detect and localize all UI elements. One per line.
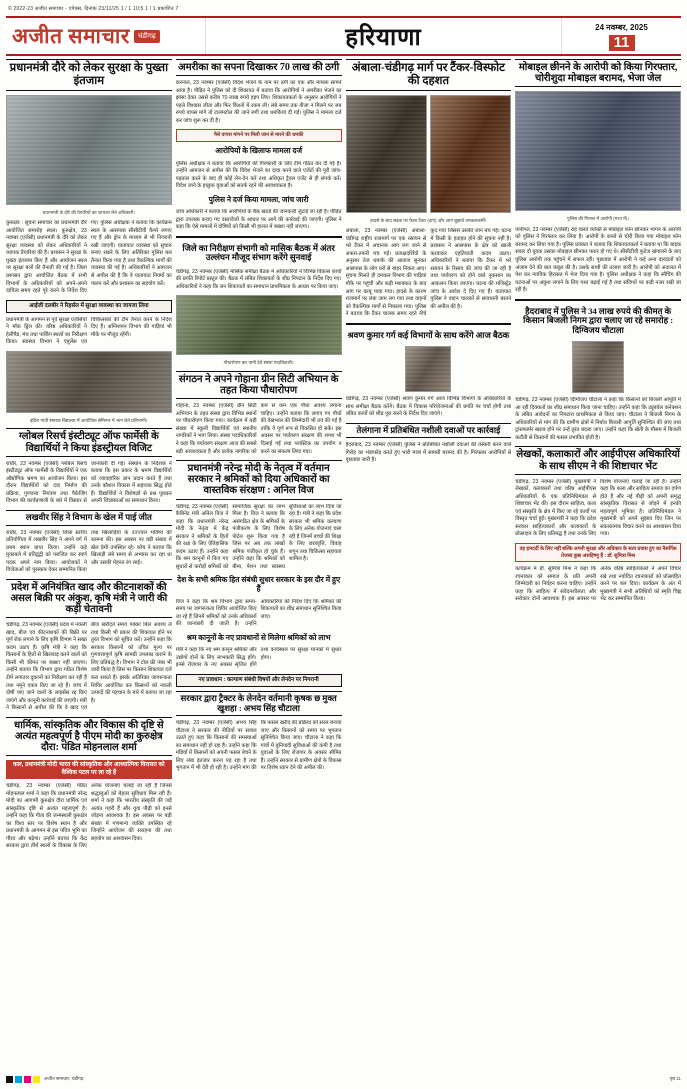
print-microbar: © 2022-23 अजीत समाचार - एपेक्स, दिनांक 23/11/25 1 / 1 10:5 1 / 1 प्रकाशित 7 xyxy=(8,6,179,12)
box-threat-note: पैसे वापस मांगने पर मिली जान से मारने की धमकी xyxy=(176,129,342,142)
body-mobile-snatcher: पानीपत, 23 नवम्बर (एजेंसी) राह चलते व्यक्ति से मोबाइल फोन छीनकर भागने के आरोपी को पुलिस ने गिरफ्तार कर लिया है। आरोपी के कब्जे से चोरी किया गया मोबाइल फोन बरामद कर लिया गया है। पुलिस प्रवक्ता ने बताया कि शिकायतकर्ता ने बताया था कि बाइक सवार दो युवक उसका मोबाइल छीनकर फरार हो गए थे। सीसीटीवी फुटेज खंगालने के बाद पुलिस आरोपी तक पहुंचने में सफल रही। पूछताछ में आरोपी ने कई अन्य वारदातों को अंजाम देने की बात कबूल की है। उसके साथी की तलाश जारी है। आरोपी को अदालत में पेश कर न्यायिक हिरासत में भेज दिया गया है। पुलिस अधीक्षक ने कहा कि स्नैचिंग की घटनाओं पर अंकुश लगाने के लिए गश्त बढ़ाई गई है तथा संदिग्धों पर कड़ी नजर रखी जा रही है। xyxy=(515,226,681,294)
body-monthly-meeting: चंडीगढ़, 23 नवम्बर (एजेंसी) मासिक समीक्षा बैठक में अधिकारियों ने विभिन्न विकास कार्यों की प्रगति रिपोर्ट प्रस्तुत की। बैठक में लंबित शिकायतों के शीघ्र निपटान के निर्देश दिए गए। अधिकारियों ने कहा कि जन शिकायतों का समाधान प्राथमिकता के आधार पर किया जाए। xyxy=(175,268,342,290)
column-4 xyxy=(515,59,681,1069)
body-anil-vij-3: मंत्री ने कहा कि नए श्रम कानून श्रमिकों और उद्योगों दोनों के लिए लाभकारी सिद्ध होंगे। इनसे रोजगार के नए अवसर सृजित होंगे तथा कार्यस्थल पर सुरक्षा मानकों में सुधार होगा। xyxy=(175,647,342,669)
body-america-fraud: करनाल, 23 नवम्बर (एजेंसी) विदेश भेजने के नाम पर ठगी का एक और मामला सामने आया है। पीड़ित ने पुलिस को दी शिकायत में बताया कि आरोपियों ने अमरीका भेजने का झांसा देकर उससे करीब 70 लाख रुपये हड़प लिए। शिकायतकर्ता के अनुसार आरोपियों ने पहले विश्वास जीता और फिर किश्तों में रकम ली। लंबे समय तक वीजा न मिलने पर जब रुपये वापस मांगे तो टालमटोल की जाने लगी तथा धमकियां दी गईं। पुलिस ने मामला दर्ज कर जांच शुरू कर दी है। xyxy=(175,80,342,124)
body-abhay-chautala: चंडीगढ़, 23 नवम्बर (एजेंसी) अभय सिंह चौटाला ने सरकार की नीतियों पर सवाल उठाते हुए कहा कि किसानों की समस्याओं का समाधान नहीं हो रहा है। उन्होंने कहा कि मंडियों में किसानों को अपनी फसल बेचने के लिए लंबा इंतजार करना पड़ रहा है तथा भुगतान में भी देरी हो रही है। उन्होंने मांग की कि फसल खरीद की प्रक्रिया को सरल बनाया जाए और किसानों को समय पर भुगतान सुनिश्चित किया जाए। चौटाला ने कहा कि गांवों में बुनियादी सुविधाओं की कमी है तथा युवाओं के लिए रोजगार के अवसर सीमित हैं। उन्होंने सरकार से ग्रामीण क्षेत्रों के विकास पर विशेष ध्यान देने की अपील की। xyxy=(175,720,342,772)
pullquote-welfare-monitor: नए प्रावधान : कल्याण संबंधी विषयों और लेनदेन पर निगरानी xyxy=(176,674,342,687)
body-pharmacy-visit: राधौर, 23 नवम्बर (एजेंसी) ग्लोबल रिसर्च इंस्टीट्यूट ऑफ फार्मेसी के विद्यार्थियों ने एक औद्योगिक भ्रमण का आयोजन किया। इस दौरान विद्यार्थियों को दवा निर्माण की प्रक्रिया, गुणवत्ता नियंत्रण तथा पैकेजिंग विभाग की कार्यप्रणाली के बारे में विस्तार से जानकारी दी गई। संस्थान के निदेशक ने बताया कि इस प्रकार के भ्रमण विद्यार्थियों को व्यावहारिक ज्ञान प्रदान करते हैं तथा उनके कौशल विकास में सहायक सिद्ध होते हैं। विद्यार्थियों ने विशेषज्ञों से प्रश्न पूछकर अपनी जिज्ञासाओं का समाधान किया। xyxy=(6,460,172,505)
headline-kurukshetra-tour: धार्मिक, सांस्कृतिक और विकास की दृष्टि से अत्यंत महत्वपूर्ण है पीएम मोदी का कुरुक्षेत्र दौरा: पंडित मोहनलाल शर्मा xyxy=(6,717,172,757)
box-sumitra-mishra-quote: वह हमदर्दी के लिए नहीं बल्कि अपनी सुरक्षा और अधिकार के सत्य प्रयास हुए का नैसर्गिक तेजस्व कुछ असहिष्णु हैं : डॉ. सुमित्रा मिश्र xyxy=(515,543,681,562)
subhead-labour-reforms: देश के सभी श्रमिक हित संबंधी सुधार सरकार के इस दौर में हुए हैं xyxy=(177,575,341,594)
headline-lakhvir-win: लखवीर सिंह ने विभाग के खेल में पाई जीत xyxy=(6,510,172,526)
pullquote-ig-rehearsal: आईजी दलबीर ने रिहर्सल में सुरक्षा व्यवस्था का जायजा लिया xyxy=(6,300,172,313)
caption-tanker-blast: हादसे के बाद सड़क पर फैला टैंकर (दाएं) और आग बुझाते दमकलकर्मी। xyxy=(370,217,487,223)
photo-shravan-garg xyxy=(405,346,451,392)
body-fertilizer-control: चंडीगढ़, 23 नवम्बर (एजेंसी) प्रदेश में नकली खाद, बीज एवं कीटनाशकों की बिक्री पर पूर्ण रोक लगाने के लिए कृषि विभाग ने सख्त कदम उठाए हैं। कृषि मंत्री ने कहा कि किसानों के हितों से खिलवाड़ करने वालों को किसी भी कीमत पर बख्शा नहीं जाएगा। उन्होंने बताया कि विभाग द्वारा गठित विशेष टीमें लगातार दुकानों का निरीक्षण कर रही हैं तथा नमूने एकत्र किए जा रहे हैं। जांच में दोषी पाए जाने वालों के लाइसेंस रद्द किए जाएंगे और कानूनी कार्रवाई की जाएगी। मंत्री ने किसानों से अपील की कि वे खाद एवं बीज खरीदते समय पक्का बिल अवश्य लें तथा किसी भी प्रकार की शिकायत होने पर तुरंत विभाग को सूचित करें। उन्होंने कहा कि सरकार किसानों को उचित मूल्य पर गुणवत्तापूर्ण कृषि सामग्री उपलब्ध कराने के लिए प्रतिबद्ध है। विभाग ने टोल फ्री नंबर भी जारी किया है जिस पर किसान शिकायत दर्ज करा सकते हैं। इसके अतिरिक्त जागरूकता शिविर आयोजित कर किसानों को नकली उत्पादों की पहचान के बारे में बताया जा रहा है। xyxy=(6,622,172,712)
photo-pm-visit-review xyxy=(6,95,172,205)
headline-monthly-meeting: जिले का निरीक्षण संभागी को मासिक बैठक में अंतर उल्लंघन मौजूद संभाग करेंगे सुनवाई xyxy=(182,242,335,263)
body-green-city: गोहाना, 23 नवम्बर (एजेंसी) ग्रीन सिटी अभियान के तहत संस्था द्वारा विभिन्न स्थानों पर पौधारोपण किया गया। कार्यक्रम में बड़ी संख्या में स्कूली विद्यार्थियों एवं स्थानीय नागरिकों ने भाग लिया। संस्था पदाधिकारियों ने कहा कि पर्यावरण संरक्षण आज की सबसे बड़ी आवश्यकता है और प्रत्येक नागरिक को कम से कम एक पौधा अवश्य लगाना चाहिए। उन्होंने बताया कि लगाए गए पौधों की देखभाल की जिम्मेदारी भी तय की गई है ताकि वे पूर्ण रूप से विकसित हो सकें। इस अवसर पर पर्यावरण संरक्षण की शपथ भी दिलाई गई तथा प्लास्टिक का उपयोग न करने का संकल्प लिया गया। xyxy=(175,403,342,455)
headline-telangana-drugs: तेलंगाना में प्रतिबंधित नशीली दवाओं पर कार्रवाई xyxy=(346,423,512,439)
subhead-new-provisions: श्रम कानूनों के नए प्रावधानों से मिलेगा श्रमिकों को लाभ xyxy=(186,632,331,642)
body-lakhvir-win: राधौर, 23 नवम्बर (एजेंसी) जिला स्तरीय प्रतियोगिता में लखवीर सिंह ने अपने वर्ग में प्रथम स्थान प्राप्त किया। उन्होंने कड़े मुकाबले में प्रतिद्वंद्वी को पराजित कर स्वर्ण पदक अपने नाम किया। आयोजकों ने विजेताओं को पुरस्कार देकर सम्मानित किया तथा खिलाड़ियों के उज्ज्वल भविष्य की कामना की। इस अवसर पर बड़ी संख्या में खेल प्रेमी उपस्थित रहे। कोच ने बताया कि खिलाड़ी लंबे समय से अभ्यास कर रहा था और उसकी मेहनत रंग लाई। xyxy=(6,529,172,574)
body-digvijay-chautala: चंडीगढ़, 23 नवम्बर (एजेंसी) दिग्विजय चौटाला ने कहा कि किसानों को बिजली आपूर्ति में आ रही दिक्कतों का शीघ्र समाधान किया जाना चाहिए। उन्होंने कहा कि ट्यूबवेल कनेक्शन के लंबित आवेदनों का निपटारा प्राथमिकता से किया जाए। चौटाला ने बिजली निगम के अधिकारियों से मांग की कि ग्रामीण क्षेत्रों में निर्बाध बिजली आपूर्ति सुनिश्चित की जाए तथा ट्रांसफार्मर खराब होने पर उन्हें तुरंत बदला जाए। उन्होंने कहा कि खेती के मौसम में बिजली कटौती से किसानों की फसल प्रभावित होती है। xyxy=(515,397,681,441)
body-kurukshetra-tour: चंडीगढ़, 23 नवम्बर (एजेंसी) पंडित मोहनलाल शर्मा ने कहा कि प्रधानमंत्री नरेन्द्र मोदी का आगामी कुरुक्षेत्र दौरा धार्मिक एवं सांस्कृतिक दृष्टि से अत्यंत महत्वपूर्ण है। उन्होंने कहा कि गीता की जन्मस्थली कुरुक्षेत्र का विश्व स्तर पर विशेष स्थान है और प्रधानमंत्री के आगमन से इस पवित्र भूमि का गौरव और बढ़ेगा। उन्होंने बताया कि केंद्र सरकार द्वारा तीर्थ स्थलों के विकास के लिए अनेक योजनाएं चलाई जा रही हैं जिनसे श्रद्धालुओं को बेहतर सुविधाएं मिल रही हैं। शर्मा ने कहा कि भारतीय संस्कृति की जड़ें अत्यंत गहरी हैं और युवा पीढ़ी को इनसे जोड़ना आवश्यक है। इस अवसर पर बड़ी संख्या में गणमान्य व्यक्ति उपस्थित रहे जिन्होंने आयोजन की सराहना की तथा सहयोग का आश्वासन दिया। xyxy=(6,783,172,850)
body-tanker-blast: अंबाला, 23 नवम्बर (एजेंसी) अंबाला-चंडीगढ़ राष्ट्रीय राजमार्ग पर एक रसायन से भरे टैंकर में अचानक आग लग जाने से अफरा-तफरी मच गई। प्रत्यक्षदर्शियों के अनुसार तेज धमाके की आवाज सुनकर आसपास के लोग घरों से बाहर निकल आए। सूचना मिलते ही दमकल विभाग की गाड़ियां मौके पर पहुंचीं और कड़ी मशक्कत के बाद आग पर काबू पाया गया। हादसे के कारण राजमार्ग पर लंबा जाम लग गया तथा वाहनों को वैकल्पिक मार्गों से निकाला गया। पुलिस ने बताया कि टैंकर चालक समय रहते नीचे कूद गया जिससे उसकी जान बच गई। घटना में किसी के हताहत होने की सूचना नहीं है। प्रशासन ने आसपास के क्षेत्र को खाली करवाकर एहतियाती कदम उठाए। अधिकारियों ने बताया कि टैंकर में भरे रसायन के रिसाव की जांच की जा रही है तथा पर्यावरण को होने वाले नुकसान का आकलन किया जाएगा। घटना की मजिस्ट्रेट जांच के आदेश दे दिए गए हैं। यातायात पुलिस ने वाहन चालकों से सावधानी बरतने की अपील की है। xyxy=(345,228,512,318)
photo-strip-tanker xyxy=(346,95,512,213)
photo-seminar-hall xyxy=(6,351,172,413)
photo-police-accused xyxy=(515,91,681,211)
caption-seminar-hall: इंदिरा गांधी स्मारक विद्यालय में आयोजित सेमिनार में भाग लेते प्रतिभागी। xyxy=(30,417,148,423)
headline-abhay-chautala: सरकार द्वारा ट्रैक्टर के लेनदेन वर्तमानी कृषक छ मुक्त खुशहा : अभय सिंह चौटाला xyxy=(176,691,342,716)
publication-date: 24 नवम्बर, 2025 xyxy=(595,22,648,32)
headline-tanker-blast: अंबाला-चंडीगढ़ मार्ग पर टैंकर-विस्फोट की दहशत xyxy=(346,59,512,91)
headline-mobile-snatcher: मोबाइल छीनने के आरोपी को किया गिरफ्तार, चोरीशुदा मोबाइल बरामद, भेजा जेल xyxy=(515,59,681,87)
cmyk-registration-marks xyxy=(6,1076,40,1083)
edition-badge: चंडीगढ़ xyxy=(134,30,160,43)
photo-fire-fighting xyxy=(430,95,511,213)
page-number: 11 xyxy=(609,35,635,51)
photo-digvijay-chautala xyxy=(572,341,624,393)
page-footer xyxy=(6,1073,681,1085)
footer-left-text: अजीत समाचार, चंडीगढ़ xyxy=(44,1076,84,1081)
photo-plantation-drive xyxy=(176,295,342,355)
caption-pm-visit-review: प्रधानमंत्री के दौरे की तैयारियों का जायजा लेते अधिकारी। xyxy=(42,209,136,215)
body-telangana-drugs: हैदराबाद, 23 नवम्बर (एजेंसी) पुलिस ने प्रतिबंधित नशीली दवाओं की तस्करी करने वाले गिरोह का भंडाफोड़ करते हुए भारी मात्रा में सामग्री बरामद की है। गिरफ्तार आरोपियों से पूछताछ जारी है। xyxy=(345,442,512,464)
subhead-investigation: पुलिस ने दर्ज किया मामला, जांच जारी xyxy=(208,194,309,204)
masthead-right xyxy=(561,18,681,54)
masthead-left xyxy=(6,18,206,54)
caption-police-accused: पुलिस की गिरफ्त में आरोपी (मध्य में)। xyxy=(567,216,630,222)
article-grid xyxy=(6,59,681,1069)
subhead-case-registered: आरोपियों के खिलाफ मामला दर्ज xyxy=(215,145,303,155)
column-2 xyxy=(176,59,342,1069)
photo-tanker-wreck xyxy=(346,95,427,213)
body-cm-courtesy-meet: चंडीगढ़, 23 नवम्बर (एजेंसी) मुख्यमंत्री ने लेखकों, कलाकारों तथा वरिष्ठ आईपीएस अधिकारियों के एक प्रतिनिधिमंडल से शिष्टाचार भेंट की। इस दौरान साहित्य, कला एवं संस्कृति के क्षेत्र में किए जा रहे कार्यों पर विस्तृत चर्चा हुई। मुख्यमंत्री ने कहा कि प्रदेश सरकार साहित्यकारों और कलाकारों के प्रोत्साहन के लिए प्रतिबद्ध है तथा उनके लिए विशेष योजनाएं चलाई जा रही हैं। उन्होंने कहा कि कला और साहित्य समाज का दर्पण होते हैं और नई पीढ़ी को अपनी समृद्ध सांस्कृतिक विरासत से जोड़ने में इनकी महत्वपूर्ण भूमिका है। प्रतिनिधिमंडल ने मुख्यमंत्री को अपने सुझाव दिए जिन पर सकारात्मक विचार करने का आश्वासन दिया गया। xyxy=(515,478,681,538)
body-america-fraud-2: पुलिस अधीक्षक ने बताया कि आरोपियों की गिरफ्तारी के लिए टीमें गठित कर दी गई हैं। उन्होंने आमजन से अपील की कि विदेश भेजने का दावा करने वाले एजेंटों की पूरी जांच-पड़ताल करने के बाद ही कोई लेन-देन करें तथा अधिकृत ट्रैवल एजेंट से ही संपर्क करें। विदेश जाने के इच्छुक युवाओं को सतर्क रहने की आवश्यकता है। xyxy=(175,160,342,190)
headline-shravan-garg-meeting: श्रवण कुमार गर्ग कई विभागों के साथ करेंगे आज बैठक xyxy=(347,329,510,340)
column-3 xyxy=(346,59,512,1069)
body-pm-security-2: प्रधानमंत्री के आगमन से पूर्व सुरक्षा एजेंसियों ने मॉक ड्रिल की। वरिष्ठ अधिकारियों ने हेलीपैड, मंच तथा पार्किंग स्थलों का निरीक्षण किया। स्वास्थ्य विभाग ने एंबुलेंस एवं चिकित्सकों की टीम तैनात करने के निर्देश दिए हैं। अग्निशमन विभाग की गाड़ियां भी मौके पर मौजूद रहेंगी। xyxy=(6,316,172,346)
body-shravan-garg-meeting: चंडीगढ़, 23 नवम्बर (एजेंसी) श्रवण कुमार गर्ग आज विभिन्न विभागों के अधिकारियों के साथ समीक्षा बैठक करेंगे। बैठक में विकास परियोजनाओं की प्रगति पर चर्चा होगी तथा लंबित कार्यों को शीघ्र पूरा करने के निर्देश दिए जाएंगे। xyxy=(345,396,512,418)
headline-cm-courtesy-meet: लेखकों, कलाकारों और आईपीएस अधिकारियों के साथ सीएम ने की शिष्टाचार भेंट xyxy=(515,446,681,474)
newspaper-title: अजीत समाचार xyxy=(12,24,130,48)
body-anil-vij-2: विज ने कहा कि श्रम विभाग द्वारा समय-समय पर जागरूकता शिविर आयोजित किए जा रहे हैं जिनमें श्रमिकों को उनके अधिकारों की जानकारी दी जाती है। उन्होंने अधिकारियों को निर्देश दिए कि श्रमिकों की शिकायतों का शीघ्र समाधान सुनिश्चित किया जाए। xyxy=(175,598,342,628)
headline-pm-security: प्रधानमंत्री दौरे को लेकर सुरक्षा के पुख्ता इंतजाम xyxy=(6,59,172,91)
footer-right-text: पृष्ठ 11 xyxy=(669,1076,681,1081)
redbar-modi-heritage: कल, प्रधानमंत्री मोदी भारत की सांस्कृतिक और आध्यात्मिक विरासत को वैश्विक पटल पर ला रहे हैं xyxy=(6,760,172,779)
body-anil-vij-labour: चंडीगढ़, 23 नवम्बर (एजेंसी) कैबिनेट मंत्री अनिल विज ने कहा कि प्रधानमंत्री नरेन्द्र मोदी के नेतृत्व में केंद्र सरकार ने श्रमिकों के हितों की रक्षा के लिए ऐतिहासिक कदम उठाए हैं। उन्होंने कहा कि श्रम कानूनों में किए गए सुधारों से करोड़ों श्रमिकों को सामाजिक सुरक्षा का लाभ मिला है। विज ने बताया कि असंगठित क्षेत्र के श्रमिकों के पंजीकरण के लिए विशेष पोर्टल शुरू किया गया है जिस पर अब तक लाखों श्रमिक पंजीकृत हो चुके हैं। उन्होंने कहा कि श्रमिकों को बीमा, पेंशन तथा स्वास्थ्य सुविधाओं का लाभ दिया जा रहा है। मंत्री ने कहा कि प्रदेश सरकार भी श्रमिक कल्याण के लिए अनेक योजनाएं चला रही है जिनमें बच्चों की शिक्षा के लिए छात्रवृत्ति, विवाह शगुन तथा चिकित्सा सहायता शामिल है। xyxy=(175,503,342,570)
headline-anil-vij-labour: प्रधानमंत्री नरेन्द्र मोदी के नेतृत्व में वर्तमान सरकार ने श्रमिकों को दिया अधिकारों का वास्तविक संरक्षण : अनिल विज xyxy=(176,460,342,500)
body-america-fraud-3: जांच अधिकारी ने बताया कि आरोपियों के बैंक खातों की जानकारी जुटाई जा रही है। पीड़ित द्वारा उपलब्ध कराए गए दस्तावेजों के आधार पर आगे की कार्रवाई की जाएगी। पुलिस ने कहा कि ऐसे मामलों में दोषियों को किसी भी हालत में बख्शा नहीं जाएगा। xyxy=(175,209,342,231)
body-pm-security: कुरुक्षेत्र : सूचना समाचार का प्रधानमंत्री दौरे आयोजित समारोह स्थल। कुरुक्षेत्र, 23 नवम्बर (एजेंसी) प्रधानमंत्री के दौरे को लेकर सुरक्षा व्यवस्था को लेकर अधिकारियों ने व्यापक तैयारियां की हैं। प्रशासन ने सुरक्षा के पुख्ता इंतजाम किए हैं और आयोजन स्थल पर सुरक्षा बलों की तैनाती की गई है। जिला प्रशासन द्वारा आयोजित बैठक में सभी विभागों के अधिकारियों को अपने-अपने दायित्व समय रहते पूरे करने के निर्देश दिए गए। पुलिस अधीक्षक ने बताया कि कार्यक्रम स्थल के आसपास सीसीटीवी कैमरे लगाए गए हैं और ड्रोन के माध्यम से भी निगरानी रखी जाएगी। यातायात व्यवस्था को सुचारु बनाए रखने के लिए अतिरिक्त पुलिस बल तैनात किया गया है तथा वैकल्पिक मार्गों की व्यवस्था की गई है। अधिकारियों ने आमजन से अपील की है कि वे यातायात नियमों का पालन करें और प्रशासन का सहयोग करें। xyxy=(6,220,172,295)
section-title: हरियाणा xyxy=(345,24,422,51)
headline-digvijay-chautala: हैदराबाद में पुलिस ने 34 लाख रुपये की कीमत के किसान बिजली निगम द्वारा चलाए जा रहे समारोह : दिग्विजय चौटाला xyxy=(523,305,674,335)
headline-fertilizer-control: प्रदेश में अनियंत्रित खाद और कीटनाशकों की असल बिक्री पर अंकुश, कृषि मंत्री ने जारी की कड़ी चेतावनी xyxy=(6,579,172,619)
body-cm-courtesy-meet-2: कार्यक्रम में डॉ. सुमित्रा मिश्र ने कहा कि रचनाकार को समाज के प्रति अपनी जिम्मेदारी का निर्वहन करना चाहिए। उन्होंने कहा कि साहित्य में संवेदनशीलता और सरोकार दोनों आवश्यक हैं। इस अवसर पर अनेक वरिष्ठ साहित्यकारों ने अपने विचार रखे तथा नवोदित रचनाकारों को प्रोत्साहित करने पर बल दिया। कार्यक्रम के अंत में मुख्यमंत्री ने सभी अतिथियों को स्मृति चिह्न भेंट कर सम्मानित किया। xyxy=(515,566,681,603)
headline-green-city: संगठन ने अपने गोहाना ग्रीन सिटी अभियान के तहत किया पौधारोपण xyxy=(176,371,342,399)
caption-plantation-drive: पौधारोपण कर पानी देते संस्था पदाधिकारी। xyxy=(223,360,294,366)
masthead xyxy=(6,16,681,56)
headline-america-fraud: अमरीका का सपना दिखाकर 70 लाख की ठगी xyxy=(176,59,342,76)
column-1 xyxy=(6,59,172,1069)
headline-pharmacy-visit: ग्लोबल रिसर्च इंस्टीट्यूट ऑफ फार्मेसी के विद्यार्थियों ने किया इंडस्ट्रीयल विजिट xyxy=(6,428,172,456)
